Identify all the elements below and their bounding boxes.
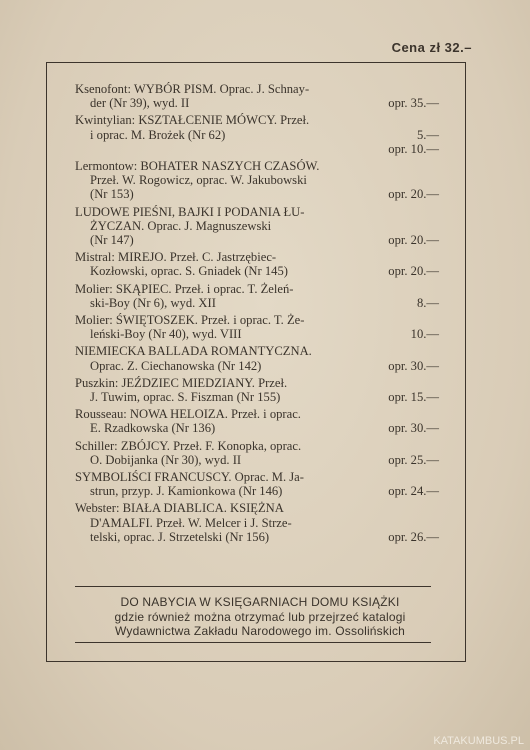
entry-text: E. Rzadkowska (Nr 136) xyxy=(90,421,216,436)
entry-line xyxy=(75,327,439,341)
entry-text: ŻYCZAN. Oprac. J. Magnuszewski xyxy=(90,218,272,233)
footer-notice xyxy=(75,595,445,639)
entry-price: opr. 20.— xyxy=(388,187,439,202)
catalog-entry xyxy=(75,113,439,156)
entry-line xyxy=(75,313,439,327)
entry-text: Molier: ŚWIĘTOSZEK. Przeł. i oprac. T. Że- xyxy=(75,313,305,328)
entry-text: Schiller: ZBÓJCY. Przeł. F. Konopka, oprac. xyxy=(75,438,302,453)
entry-text: Ksenofont: WYBÓR PISM. Oprac. J. Schnay- xyxy=(75,82,310,96)
entry-line xyxy=(75,376,439,390)
entry-text: (Nr 153) xyxy=(90,187,134,202)
entry-line xyxy=(75,530,439,544)
entry-price: 10.— xyxy=(410,327,439,342)
entry-price xyxy=(433,344,439,358)
entry-line xyxy=(75,453,439,467)
entry-price: opr. 20.— xyxy=(388,233,439,248)
entry-price xyxy=(433,82,439,96)
entry-text: Lermontow: BOHATER NASZYCH CZASÓW. xyxy=(75,159,320,174)
entry-line xyxy=(75,142,439,156)
entry-line xyxy=(75,96,439,110)
watermark: KATAKUMBUS.PL xyxy=(433,735,524,747)
entry-price: opr. 30.— xyxy=(388,421,439,436)
entry-price: opr. 24.— xyxy=(388,484,439,499)
entry-text: Oprac. Z. Ciechanowska (Nr 142) xyxy=(90,358,262,373)
entry-line xyxy=(75,407,439,421)
footer-line-2: gdzie również można otrzymać lub przejrzeć katalogi xyxy=(114,609,406,624)
catalog-entry xyxy=(75,439,439,467)
entry-price xyxy=(433,205,439,219)
catalog-entry xyxy=(75,313,439,341)
catalog-entry xyxy=(75,250,439,278)
entry-text: J. Tuwim, oprac. S. Fiszman (Nr 155) xyxy=(90,390,281,405)
entry-text xyxy=(75,142,90,156)
entry-line xyxy=(75,173,439,187)
entry-line xyxy=(75,233,439,247)
entry-text: NIEMIECKA BALLADA ROMANTYCZNA. xyxy=(75,344,312,359)
entry-text: (Nr 147) xyxy=(90,233,134,248)
entry-text: Molier: SKĄPIEC. Przeł. i oprac. T. Żeleń- xyxy=(75,281,294,296)
entry-text: leński-Boy (Nr 40), wyd. VIII xyxy=(90,327,242,342)
catalog-entry xyxy=(75,282,439,310)
entry-line xyxy=(75,470,439,484)
entry-price xyxy=(433,376,439,390)
entry-price xyxy=(433,516,439,530)
entry-line xyxy=(75,421,439,435)
entry-line xyxy=(75,219,439,233)
entry-price xyxy=(433,173,439,187)
entry-price: opr. 10.— xyxy=(388,141,439,156)
entry-price xyxy=(433,250,439,264)
entry-price: opr. 30.— xyxy=(388,358,439,373)
entry-line xyxy=(75,250,439,264)
entry-price xyxy=(433,159,439,173)
entry-line xyxy=(75,187,439,201)
entry-line xyxy=(75,501,439,515)
cover-price: Cena zł 32.– xyxy=(391,40,472,55)
divider-bottom xyxy=(75,642,431,643)
entry-text: i oprac. M. Brożek (Nr 62) xyxy=(90,127,226,142)
entry-line xyxy=(75,264,439,278)
catalog-entry xyxy=(75,470,439,498)
entry-text: Kozłowski, oprac. S. Gniadek (Nr 145) xyxy=(90,264,288,279)
catalog-entry xyxy=(75,159,439,202)
entry-text: SYMBOLIŚCI FRANCUSCY. Oprac. M. Ja- xyxy=(75,470,304,485)
entry-text: Webster: BIAŁA DIABLICA. KSIĘŻNA xyxy=(75,501,284,516)
entry-line xyxy=(75,390,439,404)
entry-text: ski-Boy (Nr 6), wyd. XII xyxy=(90,295,216,310)
entry-price xyxy=(433,501,439,515)
entry-line xyxy=(75,296,439,310)
entry-price xyxy=(433,282,439,296)
footer-line-1: DO NABYCIA W KSIĘGARNIACH DOMU KSIĄŻKI xyxy=(120,595,400,609)
catalog-list xyxy=(75,82,439,547)
entry-price xyxy=(433,219,439,233)
footer-line-3: Wydawnictwa Zakładu Narodowego im. Ossolińskich xyxy=(114,624,406,638)
entry-price xyxy=(433,313,439,327)
entry-line xyxy=(75,82,439,96)
entry-line xyxy=(75,159,439,173)
catalog-entry xyxy=(75,501,439,544)
entry-line xyxy=(75,128,439,142)
entry-line xyxy=(75,516,439,530)
entry-text: O. Dobijanka (Nr 30), wyd. II xyxy=(90,452,242,467)
entry-text: Przeł. W. Rogowicz, oprac. W. Jakubowski xyxy=(90,173,307,188)
entry-price: 8.— xyxy=(416,295,439,310)
entry-text: LUDOWE PIEŚNI, BAJKI I PODANIA ŁU- xyxy=(75,204,305,219)
catalog-entry xyxy=(75,82,439,110)
entry-price xyxy=(433,470,439,484)
entry-line xyxy=(75,205,439,219)
entry-line xyxy=(75,282,439,296)
divider-top xyxy=(75,586,431,587)
entry-text: Mistral: MIREJO. Przeł. C. Jastrzębiec- xyxy=(75,250,277,265)
entry-price: opr. 20.— xyxy=(388,264,439,279)
entry-line xyxy=(75,359,439,373)
catalog-entry xyxy=(75,205,439,248)
entry-line xyxy=(75,344,439,358)
entry-line xyxy=(75,439,439,453)
entry-price: opr. 25.— xyxy=(388,452,439,467)
entry-text: strun, przyp. J. Kamionkowa (Nr 146) xyxy=(90,484,283,499)
entry-price: 5.— xyxy=(416,127,439,142)
entry-text: Rousseau: NOWA HELOIZA. Przeł. i oprac. xyxy=(75,407,301,422)
entry-price xyxy=(433,407,439,421)
entry-line xyxy=(75,484,439,498)
entry-price: opr. 15.— xyxy=(388,390,439,405)
entry-text: telski, oprac. J. Strzetelski (Nr 156) xyxy=(90,529,270,544)
catalog-entry xyxy=(75,344,439,372)
entry-price: opr. 35.— xyxy=(388,96,439,111)
catalog-entry xyxy=(75,376,439,404)
entry-text: Kwintylian: KSZTAŁCENIE MÓWCY. Przeł. xyxy=(75,113,310,128)
entry-line xyxy=(75,113,439,127)
entry-text: Puszkin: JEŹDZIEC MIEDZIANY. Przeł. xyxy=(75,375,288,390)
entry-price: opr. 26.— xyxy=(388,529,439,544)
entry-text: der (Nr 39), wyd. II xyxy=(90,96,190,111)
catalog-entry xyxy=(75,407,439,435)
entry-price xyxy=(433,439,439,453)
entry-text: D'AMALFI. Przeł. W. Melcer i J. Strze- xyxy=(90,515,292,530)
entry-price xyxy=(433,113,439,127)
